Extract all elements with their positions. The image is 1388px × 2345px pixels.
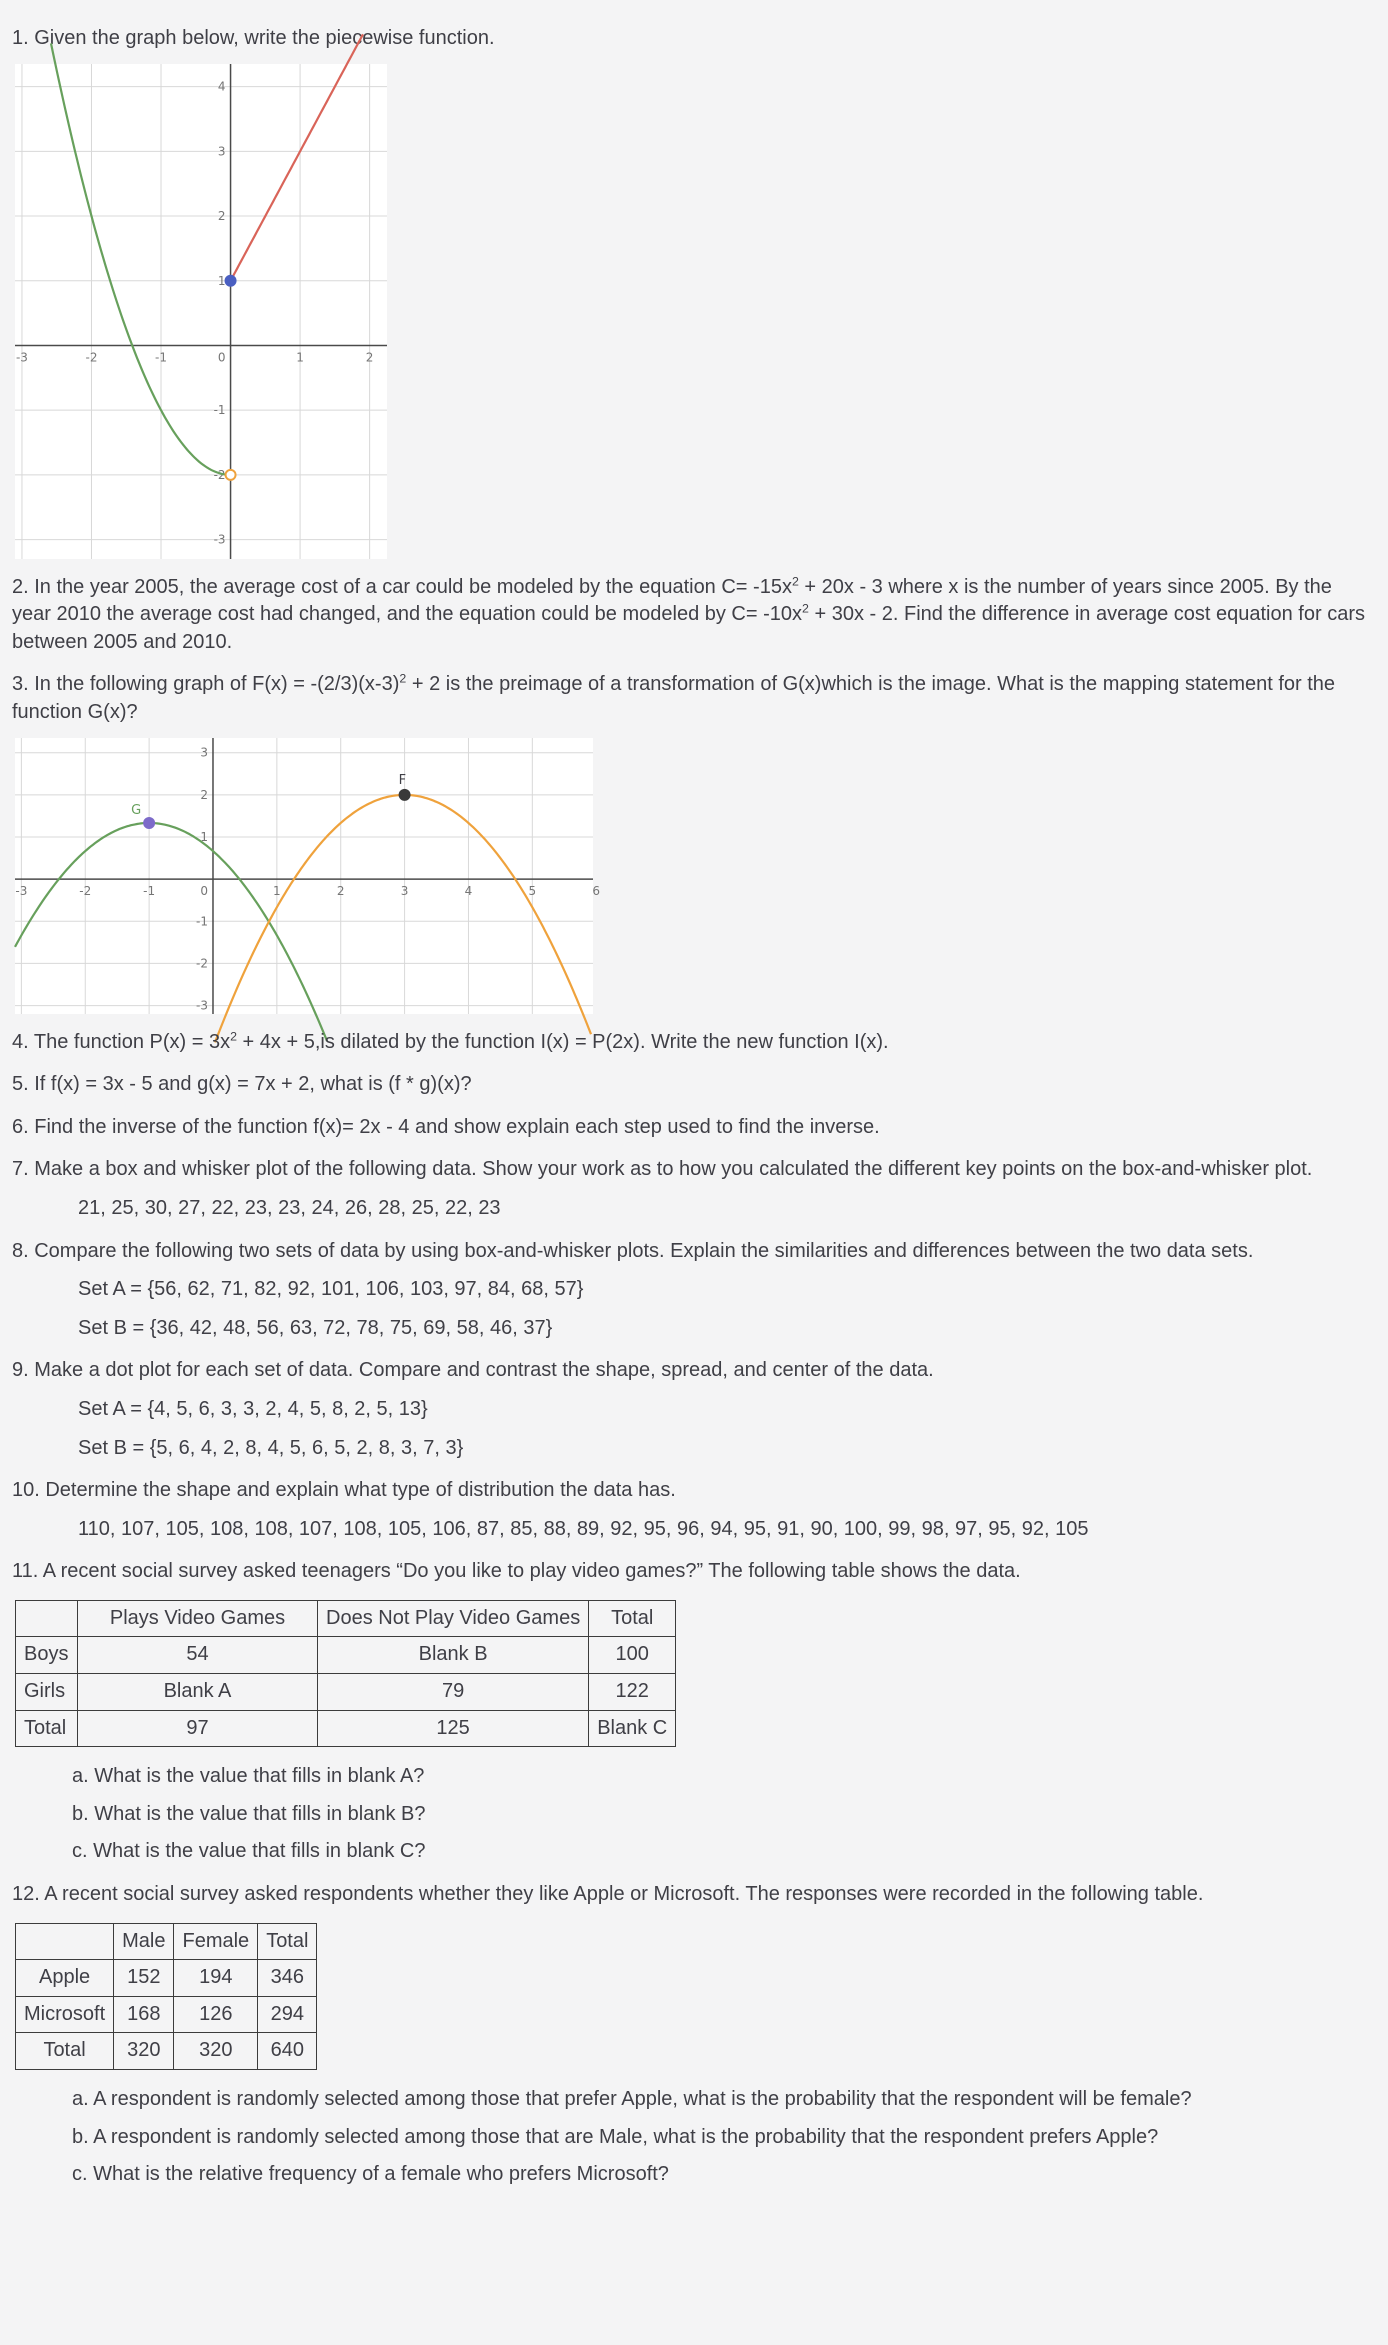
x-tick-label: 5 bbox=[528, 883, 537, 898]
question-11a: a. What is the value that fills in blank A? bbox=[72, 1765, 425, 1788]
table-row-microsoft bbox=[16, 1996, 317, 2033]
x-tick-label: 3 bbox=[400, 883, 409, 898]
x-tick-label: 1 bbox=[296, 350, 304, 365]
y-tick-label: -1 bbox=[213, 402, 226, 417]
question-12b: b. A respondent is randomly selected among those that are Male, what is the probability that the respondent prefers Apple? bbox=[72, 2125, 1159, 2148]
table-cell: 122 bbox=[589, 1674, 676, 1711]
x-tick-label: 2 bbox=[336, 883, 345, 898]
table-cell: 168 bbox=[114, 1996, 174, 2033]
y-tick-label: 3 bbox=[217, 143, 226, 158]
open-endpoint bbox=[226, 469, 236, 479]
question-6: 6. Find the inverse of the function f(x)= 2x - 4 and show explain each step used to find the inverse. bbox=[12, 1115, 880, 1138]
y-tick-label: -3 bbox=[213, 532, 226, 547]
y-tick-label: 1 bbox=[200, 829, 208, 844]
apple-microsoft-table bbox=[15, 1923, 317, 2070]
column-header-does-not-play: Does Not Play Video Games bbox=[318, 1600, 589, 1637]
question-8-set-b: Set B = {36, 42, 48, 56, 63, 72, 78, 75, 69, 58, 46, 37} bbox=[78, 1316, 553, 1339]
x-tick-label: 1 bbox=[273, 883, 281, 898]
corner-cell bbox=[16, 1600, 78, 1637]
table-cell: Blank A bbox=[78, 1674, 318, 1711]
question-9-set-a: Set A = {4, 5, 6, 3, 3, 2, 4, 5, 8, 2, 5, 13} bbox=[78, 1397, 428, 1420]
x-tick-label: 2 bbox=[365, 350, 374, 365]
question-11c: c. What is the value that fills in blank C? bbox=[72, 1840, 426, 1863]
parabola-transformation-graph bbox=[15, 738, 601, 1014]
column-header-total: Total bbox=[589, 1600, 676, 1637]
table-cell: Blank C bbox=[589, 1710, 676, 1747]
table-cell: 294 bbox=[258, 1996, 317, 2033]
row-header-girls: Girls bbox=[16, 1674, 78, 1711]
question-9: 9. Make a dot plot for each set of data. Compare and contrast the shape, spread, and center of the data. bbox=[12, 1359, 934, 1382]
table-row-apple bbox=[16, 1960, 317, 1997]
question-12c: c. What is the relative frequency of a female who prefers Microsoft? bbox=[72, 2163, 669, 2186]
row-header-apple: Apple bbox=[16, 1960, 114, 1997]
video-games-table bbox=[15, 1600, 676, 1747]
y-tick-label: 2 bbox=[200, 787, 208, 802]
piecewise-function-graph bbox=[15, 64, 387, 559]
question-12a: a. A respondent is randomly selected among those that prefer Apple, what is the probability that the respondent will be female? bbox=[72, 2088, 1192, 2110]
question-7: 7. Make a box and whisker plot of the following data. Show your work as to how you calculated the different key points on the box-and-whisker plot. bbox=[12, 1158, 1313, 1181]
table-cell: 346 bbox=[258, 1960, 317, 1997]
row-header-microsoft: Microsoft bbox=[16, 1996, 114, 2033]
table-header-row bbox=[16, 1923, 317, 1960]
x-tick-label: -1 bbox=[155, 350, 168, 365]
y-tick-label: 2 bbox=[217, 208, 226, 223]
y-tick-label: -3 bbox=[196, 998, 208, 1013]
y-tick-label: 3 bbox=[200, 745, 208, 760]
x-tick-label: -2 bbox=[85, 350, 98, 365]
table-cell: 194 bbox=[174, 1960, 258, 1997]
table-cell: 79 bbox=[318, 1674, 589, 1711]
x-tick-label: -3 bbox=[15, 883, 28, 898]
question-5: 5. If f(x) = 3x - 5 and g(x) = 7x + 2, what is (f * g)(x)? bbox=[12, 1073, 472, 1096]
column-header-plays: Plays Video Games bbox=[78, 1600, 318, 1637]
question-10: 10. Determine the shape and explain what type of distribution the data has. bbox=[12, 1479, 676, 1502]
table-cell: 152 bbox=[114, 1960, 174, 1997]
table-cell: 320 bbox=[174, 2033, 258, 2070]
table-row-total bbox=[16, 1710, 676, 1747]
question-10-data: 110, 107, 105, 108, 108, 107, 108, 105, 106, 87, 85, 88, 89, 92, 95, 96, 94, 95, 91, 90, 100, 99, 98, 97, 95, 92, 105 bbox=[78, 1517, 1089, 1540]
question-8-set-a: Set A = {56, 62, 71, 82, 92, 101, 106, 103, 97, 84, 68, 57} bbox=[78, 1278, 584, 1301]
question-1: 1. Given the graph below, write the piecewise function. bbox=[12, 27, 495, 49]
table-cell: Blank B bbox=[318, 1637, 589, 1674]
corner-cell bbox=[16, 1923, 114, 1960]
question-8: 8. Compare the following two sets of data by using box-and-whisker plots. Explain the similarities and differences between the two data sets. bbox=[12, 1239, 1254, 1262]
x-tick-label: 0 bbox=[200, 883, 208, 898]
x-tick-label: -1 bbox=[143, 883, 156, 898]
question-11b: b. What is the value that fills in blank B? bbox=[72, 1802, 426, 1825]
question-12: 12. A recent social survey asked respondents whether they like Apple or Microsoft. The responses were recorded in the following table. bbox=[12, 1883, 1204, 1906]
y-tick-label: -2 bbox=[196, 955, 208, 970]
row-header-total: Total bbox=[16, 2033, 114, 2070]
y-tick-label: 4 bbox=[217, 79, 226, 94]
question-4: 4. The function $P(x) = 3x^2 + 4x + 5,is$ dilated by the function I(x) = P(2x). Write the new function I(x). bbox=[12, 1028, 889, 1053]
table-cell: 125 bbox=[318, 1710, 589, 1747]
x-tick-label: -2 bbox=[79, 883, 92, 898]
table-cell: 54 bbox=[78, 1637, 318, 1674]
column-header-total: Total bbox=[258, 1923, 317, 1960]
point bbox=[226, 275, 236, 285]
row-header-total: Total bbox=[16, 1710, 78, 1747]
question-3: 3. In the following graph of $F(x) = -(2/3)(x-3)^2 + 2$ is the preimage of a transformation of G(x)which is the image. What is the mapping statement for the function G(x)? bbox=[12, 671, 1336, 723]
question-2: 2. In the year 2005, the average cost of a car could be modeled by the equation $C= -15x^2 + 20x - 3$ where x is the number of years since 2005. By the year 2010 the average cost had changed, and the equation could be modeled by $C= -10x^2 + 30x - 2$. Find the difference in average cost equation for cars between 2005 and 2010. bbox=[12, 573, 1365, 653]
column-header-female: Female bbox=[174, 1923, 258, 1960]
question-9-set-b: Set B = {5, 6, 4, 2, 8, 4, 5, 6, 5, 2, 8, 3, 7, 3} bbox=[78, 1436, 464, 1459]
question-7-data: 21, 25, 30, 27, 22, 23, 23, 24, 26, 28, 25, 22, 23 bbox=[78, 1196, 501, 1219]
table-row-girls bbox=[16, 1674, 676, 1711]
point bbox=[144, 818, 154, 828]
row-header-boys: Boys bbox=[16, 1637, 78, 1674]
point bbox=[400, 789, 410, 799]
table-row-boys bbox=[16, 1637, 676, 1674]
point-label: F bbox=[398, 772, 407, 788]
column-header-male: Male bbox=[114, 1923, 174, 1960]
table-row-total bbox=[16, 2033, 317, 2070]
x-tick-label: 0 bbox=[217, 350, 226, 365]
y-tick-label: 1 bbox=[217, 273, 226, 288]
table-cell: 640 bbox=[258, 2033, 317, 2070]
table-cell: 100 bbox=[589, 1637, 676, 1674]
x-tick-label: 6 bbox=[592, 883, 601, 898]
question-11: 11. A recent social survey asked teenagers “Do you like to play video games?” The following table shows the data. bbox=[12, 1560, 1021, 1583]
point-label: G bbox=[131, 802, 142, 818]
plot-background bbox=[15, 64, 387, 559]
y-tick-label: -1 bbox=[196, 913, 208, 928]
x-tick-label: -3 bbox=[15, 350, 28, 365]
table-header-row bbox=[16, 1600, 676, 1637]
table-cell: 97 bbox=[78, 1710, 318, 1747]
table-cell: 126 bbox=[174, 1996, 258, 2033]
y-tick-label: -2 bbox=[213, 467, 226, 482]
plot-background bbox=[15, 738, 593, 1014]
table-cell: 320 bbox=[114, 2033, 174, 2070]
x-tick-label: 4 bbox=[464, 883, 473, 898]
